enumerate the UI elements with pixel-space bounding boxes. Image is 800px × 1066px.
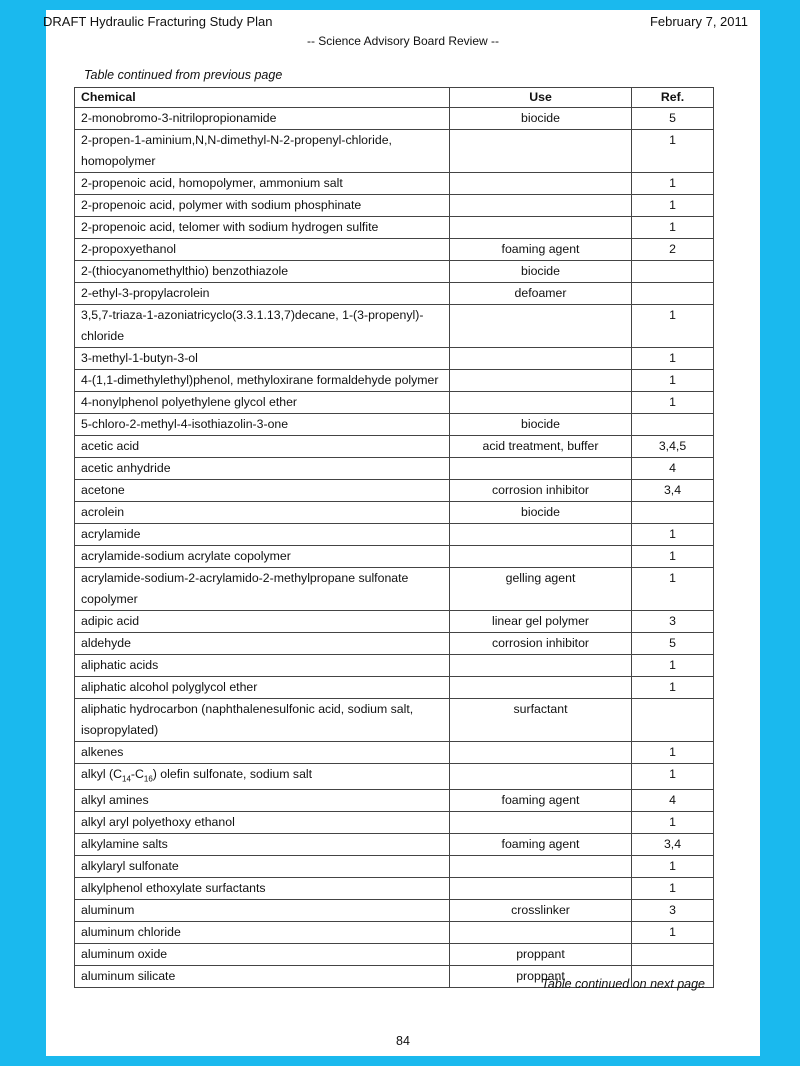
cell-ref: 1	[632, 856, 714, 878]
cell-chemical: aliphatic hydrocarbon (naphthalenesulfonic acid, sodium salt, isopropylated)	[75, 699, 450, 742]
cell-chemical: aldehyde	[75, 633, 450, 655]
cell-ref: 1	[632, 305, 714, 348]
table-row	[75, 633, 714, 655]
cell-use	[450, 173, 632, 195]
table-continued-caption: Table continued from previous page	[84, 68, 283, 82]
cell-use: biocide	[450, 108, 632, 130]
table-row	[75, 655, 714, 677]
cell-ref: 1	[632, 764, 714, 790]
cell-ref: 3,4	[632, 834, 714, 856]
cell-use: surfactant	[450, 699, 632, 742]
cell-ref: 1	[632, 195, 714, 217]
cell-chemical: 3,5,7-triaza-1-azoniatricyclo(3.3.1.13,7)decane, 1-(3-propenyl)-chloride	[75, 305, 450, 348]
cell-use: foaming agent	[450, 834, 632, 856]
cell-use	[450, 348, 632, 370]
cell-chemical: alkyl amines	[75, 790, 450, 812]
cell-use: foaming agent	[450, 790, 632, 812]
cell-ref: 4	[632, 790, 714, 812]
cell-chemical: 2-(thiocyanomethylthio) benzothiazole	[75, 261, 450, 283]
cell-ref: 1	[632, 524, 714, 546]
table-row	[75, 195, 714, 217]
cell-chemical: 2-propoxyethanol	[75, 239, 450, 261]
cell-ref: 1	[632, 812, 714, 834]
table-row	[75, 283, 714, 305]
table-row	[75, 856, 714, 878]
cell-ref: 1	[632, 568, 714, 611]
cell-ref: 1	[632, 922, 714, 944]
table-row	[75, 878, 714, 900]
cell-ref: 2	[632, 239, 714, 261]
cell-use: defoamer	[450, 283, 632, 305]
cell-chemical: adipic acid	[75, 611, 450, 633]
cell-chemical: 2-propenoic acid, homopolymer, ammonium salt	[75, 173, 450, 195]
table-row	[75, 546, 714, 568]
cell-chemical: aluminum oxide	[75, 944, 450, 966]
cell-use	[450, 856, 632, 878]
table-row	[75, 568, 714, 611]
cell-ref: 1	[632, 370, 714, 392]
cell-use: biocide	[450, 414, 632, 436]
cell-chemical: alkylphenol ethoxylate surfactants	[75, 878, 450, 900]
cell-chemical: aliphatic acids	[75, 655, 450, 677]
column-header-use: Use	[450, 88, 632, 108]
cell-chemical: alkyl $(C_{14}-C_{16})$ olefin sulfonate, sodium salt	[75, 764, 450, 790]
cell-ref: 4	[632, 458, 714, 480]
table-row	[75, 480, 714, 502]
cell-chemical: acrolein	[75, 502, 450, 524]
cell-use: corrosion inhibitor	[450, 633, 632, 655]
cell-chemical: acetone	[75, 480, 450, 502]
cell-ref: 5	[632, 633, 714, 655]
table-row	[75, 699, 714, 742]
cell-ref: 1	[632, 130, 714, 173]
cell-chemical: 4-nonylphenol polyethylene glycol ether	[75, 392, 450, 414]
table-row	[75, 370, 714, 392]
column-header-ref: Ref.	[632, 88, 714, 108]
cell-use	[450, 392, 632, 414]
cell-use	[450, 217, 632, 239]
cell-use	[450, 458, 632, 480]
cell-ref: 3	[632, 900, 714, 922]
cell-use	[450, 130, 632, 173]
table-row	[75, 812, 714, 834]
cell-chemical: alkylamine salts	[75, 834, 450, 856]
cell-use	[450, 812, 632, 834]
table-row	[75, 261, 714, 283]
cell-ref	[632, 944, 714, 966]
cell-chemical: aluminum silicate	[75, 966, 450, 988]
cell-chemical: acrylamide-sodium-2-acrylamido-2-methylpropane sulfonate copolymer	[75, 568, 450, 611]
cell-chemical: 2-propenoic acid, polymer with sodium phosphinate	[75, 195, 450, 217]
cell-use: biocide	[450, 261, 632, 283]
cell-use: proppant	[450, 944, 632, 966]
table-row	[75, 217, 714, 239]
table-row	[75, 900, 714, 922]
cell-use	[450, 195, 632, 217]
cell-ref: 3,4	[632, 480, 714, 502]
cell-use: foaming agent	[450, 239, 632, 261]
cell-ref: 5	[632, 108, 714, 130]
cell-use	[450, 370, 632, 392]
table-row	[75, 108, 714, 130]
cell-ref: 1	[632, 655, 714, 677]
cell-chemical: 2-propenoic acid, telomer with sodium hydrogen sulfite	[75, 217, 450, 239]
table-row	[75, 348, 714, 370]
cell-ref: 1	[632, 173, 714, 195]
table-row	[75, 677, 714, 699]
cell-ref: 1	[632, 546, 714, 568]
table-row	[75, 922, 714, 944]
chemicals-table	[74, 87, 714, 988]
cell-chemical: acrylamide	[75, 524, 450, 546]
cell-ref	[632, 283, 714, 305]
table-row	[75, 790, 714, 812]
cell-use	[450, 546, 632, 568]
cell-chemical: aliphatic alcohol polyglycol ether	[75, 677, 450, 699]
column-header-chemical: Chemical	[75, 88, 450, 108]
cell-chemical: 2-monobromo-3-nitrilopropionamide	[75, 108, 450, 130]
table-row	[75, 305, 714, 348]
cell-use: linear gel polymer	[450, 611, 632, 633]
table-row	[75, 524, 714, 546]
table-row	[75, 834, 714, 856]
header-title: DRAFT Hydraulic Fracturing Study Plan	[43, 14, 273, 29]
cell-use	[450, 922, 632, 944]
table-row	[75, 611, 714, 633]
cell-ref: 1	[632, 217, 714, 239]
cell-chemical: alkyl aryl polyethoxy ethanol	[75, 812, 450, 834]
table-row	[75, 502, 714, 524]
cell-use: acid treatment, buffer	[450, 436, 632, 458]
header-date: February 7, 2011	[649, 14, 748, 29]
cell-chemical: acetic acid	[75, 436, 450, 458]
cell-ref: 1	[632, 392, 714, 414]
table-row	[75, 436, 714, 458]
cell-chemical: 2-propen-1-aminium,N,N-dimethyl-N-2-propenyl-chloride, homopolymer	[75, 130, 450, 173]
cell-chemical: alkenes	[75, 742, 450, 764]
table-row	[75, 130, 714, 173]
cell-use: crosslinker	[450, 900, 632, 922]
cell-ref: 1	[632, 348, 714, 370]
cell-ref: 3	[632, 611, 714, 633]
cell-chemical: 4-(1,1-dimethylethyl)phenol, methyloxirane formaldehyde polymer	[75, 370, 450, 392]
cell-chemical: acetic anhydride	[75, 458, 450, 480]
cell-ref	[632, 261, 714, 283]
table-row	[75, 944, 714, 966]
cell-use	[450, 878, 632, 900]
cell-ref: 3,4,5	[632, 436, 714, 458]
cell-use	[450, 305, 632, 348]
cell-chemical: 2-ethyl-3-propylacrolein	[75, 283, 450, 305]
cell-ref	[632, 414, 714, 436]
cell-chemical: 3-methyl-1-butyn-3-ol	[75, 348, 450, 370]
cell-use	[450, 742, 632, 764]
cell-use	[450, 764, 632, 790]
table-header-row	[75, 88, 714, 108]
table-row	[75, 458, 714, 480]
page-number: 84	[396, 1034, 410, 1048]
cell-chemical: aluminum chloride	[75, 922, 450, 944]
table-row	[75, 764, 714, 790]
cell-chemical: alkylaryl sulfonate	[75, 856, 450, 878]
cell-ref	[632, 699, 714, 742]
cell-use: proppant	[450, 966, 632, 988]
table-row	[75, 414, 714, 436]
document-page	[43, 10, 760, 1056]
cell-chemical: acrylamide-sodium acrylate copolymer	[75, 546, 450, 568]
cell-use	[450, 524, 632, 546]
table-row	[75, 239, 714, 261]
cell-use: biocide	[450, 502, 632, 524]
cell-use: corrosion inhibitor	[450, 480, 632, 502]
cell-use	[450, 677, 632, 699]
cell-ref: 1	[632, 677, 714, 699]
cell-chemical: aluminum	[75, 900, 450, 922]
cell-use: gelling agent	[450, 568, 632, 611]
cell-ref: 1	[632, 878, 714, 900]
table-continues-caption: Table continued on next page	[541, 977, 705, 991]
header-subtitle: -- Science Advisory Board Review --	[306, 34, 500, 48]
cell-use	[450, 655, 632, 677]
cell-ref	[632, 502, 714, 524]
cell-chemical: 5-chloro-2-methyl-4-isothiazolin-3-one	[75, 414, 450, 436]
table-row	[75, 742, 714, 764]
table-row	[75, 392, 714, 414]
cell-ref: 1	[632, 742, 714, 764]
table-row	[75, 173, 714, 195]
